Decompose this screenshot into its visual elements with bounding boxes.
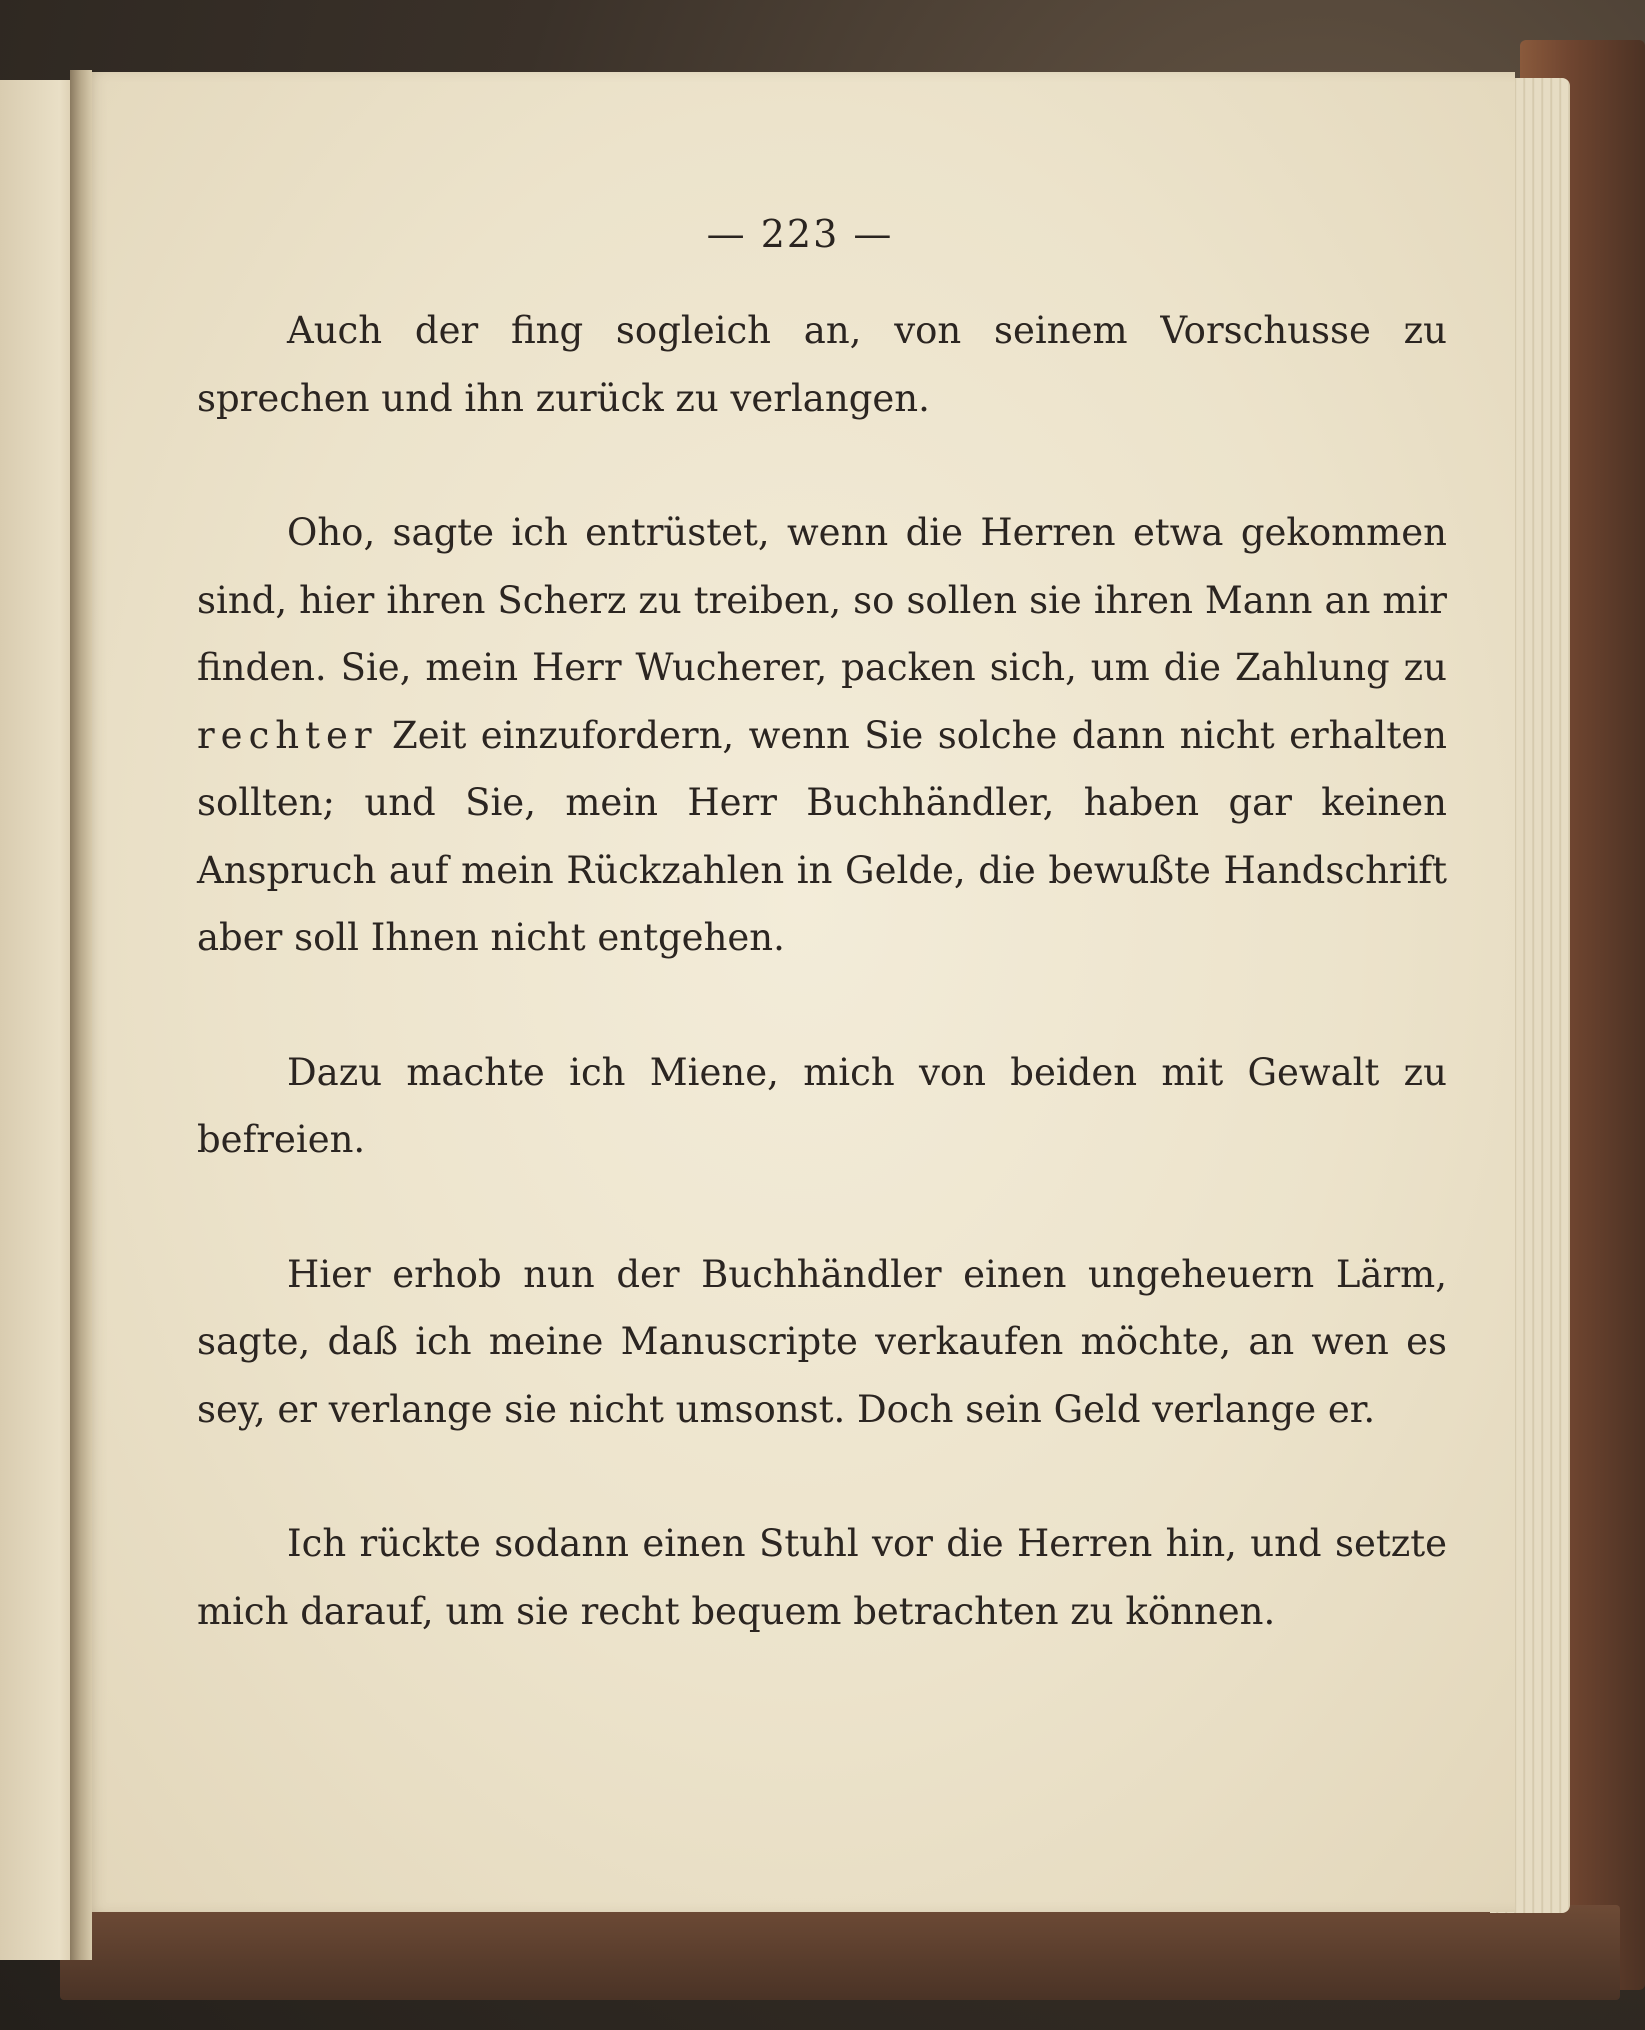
paragraph-4: Hier erhob nun der Buchhändler einen ungeheuern Lärm, sagte, daß ich meine Manuscripte verkaufen möchte, an wen es sey, er verlange sie nicht umsonst. Doch sein Geld verlange er.: [197, 1252, 1447, 1431]
paragraph-2-part-2: Zeit einzufordern, wenn Sie solche dann nicht erhalten sollten; und Sie, mein Herr Buchhändler, haben gar keinen Anspruch auf mein Rückzahlen in Gelde, die bewußte Handschrift aber soll Ihnen nicht entgehen.: [197, 713, 1447, 959]
page-text: [197, 297, 1447, 1645]
page-gutter: [70, 70, 92, 1960]
paragraph-2-emphasis: rechter: [197, 713, 378, 757]
page-number: — 223 —: [706, 212, 894, 256]
paragraph-1: Auch der fing sogleich an, von seinem Vorschusse zu sprechen und ihn zurück zu verlangen.: [197, 309, 1447, 420]
paragraph-5: Ich rückte sodann einen Stuhl vor die Herren hin, und setzte mich darauf, um sie recht bequem betrachten zu können.: [197, 1522, 1447, 1633]
paragraph-3: Dazu machte ich Miene, mich von beiden mit Gewalt zu befreien.: [197, 1050, 1447, 1161]
paragraph-2-part-1: Oho, sagte ich entrüstet, wenn die Herren etwa gekommen sind, hier ihren Scherz zu treiben, so sollen sie ihren Mann an mir finden. Sie, mein Herr Wucherer, packen sich, um die Zahlung zu: [197, 511, 1447, 689]
book-cover-bottom-edge: [60, 1905, 1620, 2000]
book-page: [85, 72, 1515, 1912]
paragraph-2: [197, 499, 1447, 972]
